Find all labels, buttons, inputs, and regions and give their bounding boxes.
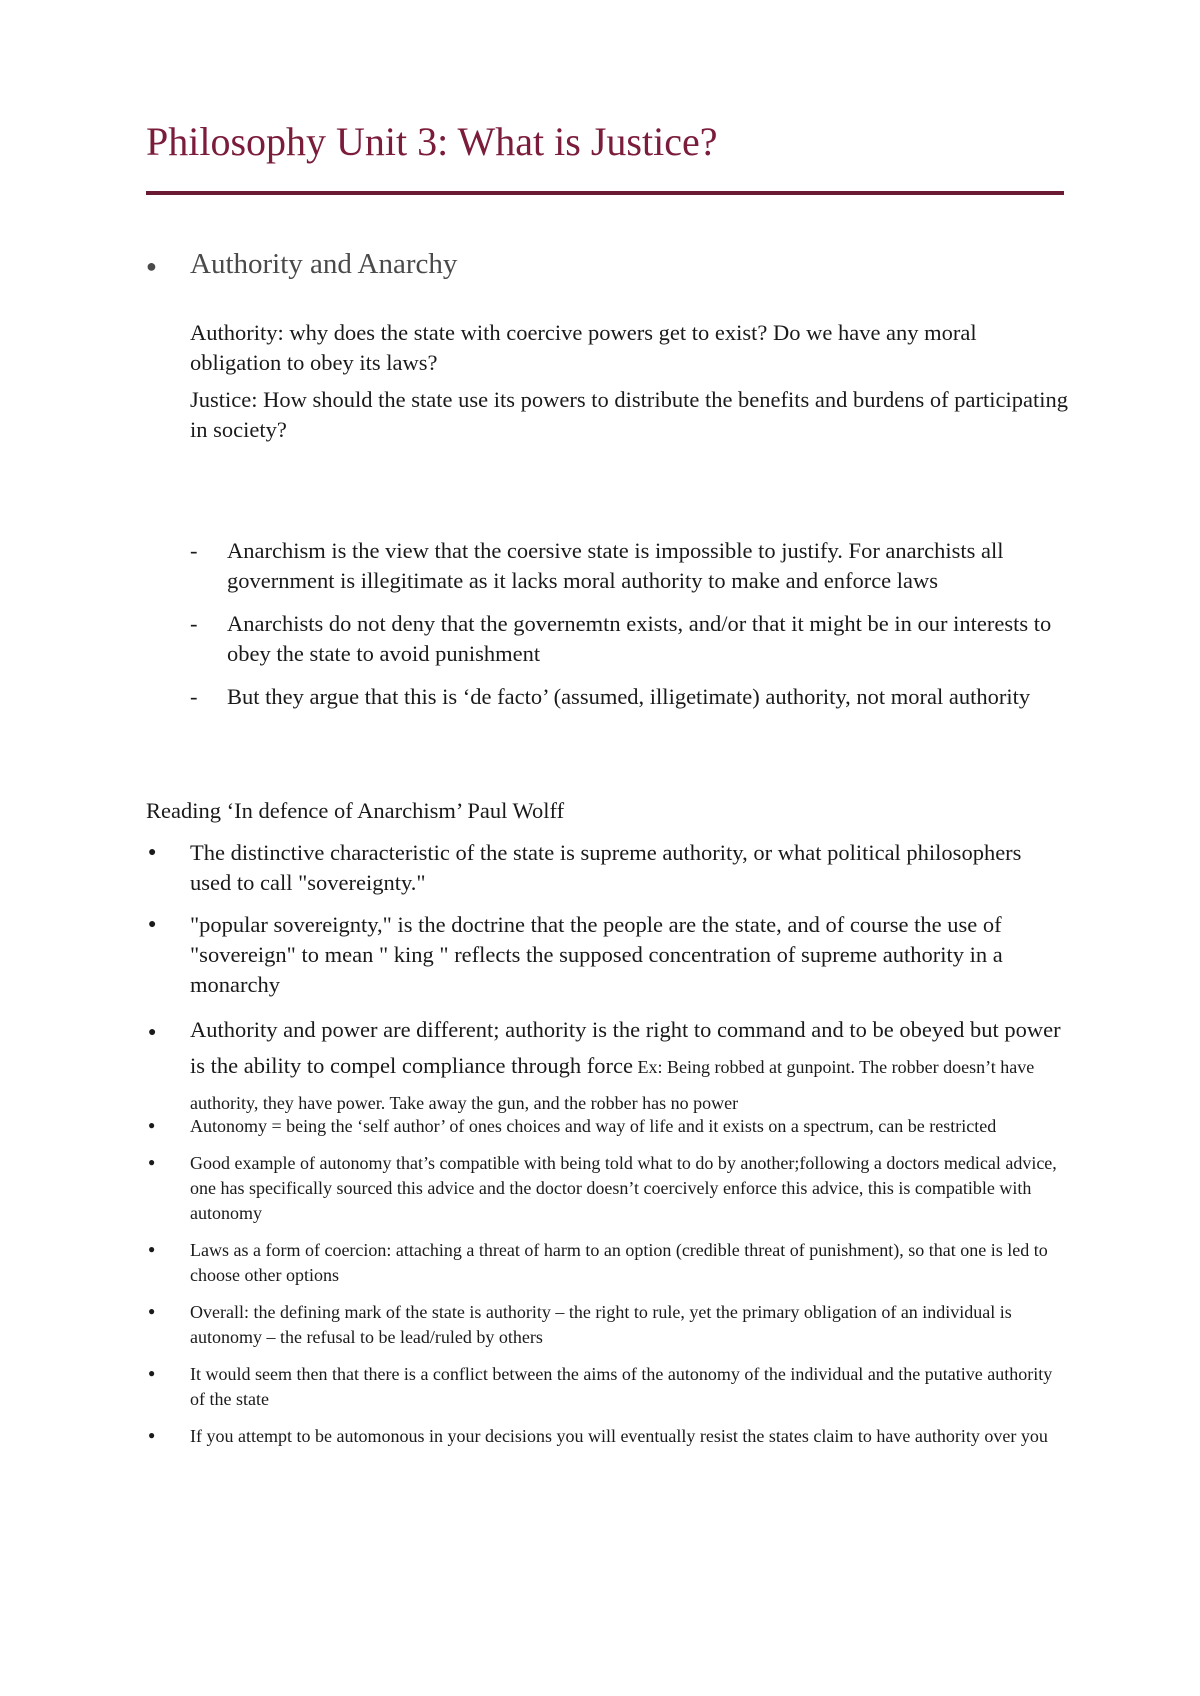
bullet-icon: ● bbox=[148, 917, 157, 932]
dash-icon: - bbox=[190, 538, 198, 563]
section-heading-text: Authority and Anarchy bbox=[190, 248, 458, 280]
list-item-text: If you attempt to be automonous in your decisions you will eventually resist the states claim to have authority over you bbox=[190, 1426, 1048, 1446]
wolff-bullet-list bbox=[146, 838, 1066, 1132]
bullet-icon: ● bbox=[148, 1025, 157, 1040]
section-heading bbox=[146, 248, 457, 281]
list-item bbox=[146, 1362, 1066, 1412]
list-item bbox=[146, 1238, 1066, 1288]
bullet-icon: ● bbox=[148, 1155, 156, 1169]
list-item-text: But they argue that this is ‘de facto’ (assumed, illigetimate) authority, not moral authority bbox=[227, 684, 1031, 709]
list-item-text: Laws as a form of coercion: attaching a threat of harm to an option (credible threat of punishment), so that one is led to choose other options bbox=[190, 1240, 1048, 1285]
reading-heading: Reading ‘In defence of Anarchism’ Paul Wolff bbox=[146, 798, 565, 823]
list-item-text: "popular sovereignty," is the doctrine that the people are the state, and of course the use of "sovereign" to mean " king " reflects the supposed concentration of supreme authority in a monarchy bbox=[190, 912, 1003, 997]
dash-icon: - bbox=[190, 611, 198, 636]
bullet-icon: ● bbox=[148, 1366, 156, 1380]
list-item bbox=[190, 536, 1070, 596]
page-title: Philosophy Unit 3: What is Justice? bbox=[146, 119, 718, 164]
list-item bbox=[146, 1012, 1066, 1120]
list-item bbox=[190, 682, 1070, 712]
list-item bbox=[146, 910, 1066, 1000]
bullet-icon: ● bbox=[148, 1118, 156, 1132]
title-divider bbox=[146, 191, 1064, 195]
bullet-icon: ● bbox=[148, 1242, 156, 1256]
list-item-text: Good example of autonomy that’s compatible with being told what to do by another;following a doctors medical advice, one has specifically sourced this advice and the doctor doesn’t coercively enforce this advice, this is compatible with autonomy bbox=[190, 1153, 1057, 1223]
list-item bbox=[190, 609, 1070, 669]
list-item bbox=[146, 1114, 1066, 1139]
dash-icon: - bbox=[190, 684, 198, 709]
bullet-icon: ● bbox=[148, 1428, 156, 1442]
list-item-text: Autonomy = being the ‘self author’ of ones choices and way of life and it exists on a spectrum, can be restricted bbox=[190, 1116, 997, 1136]
list-item-text: Anarchists do not deny that the governemtn exists, and/or that it might be in our interests to obey the state to avoid punishment bbox=[227, 611, 1052, 666]
list-item bbox=[146, 1424, 1066, 1449]
list-item-text: It would seem then that there is a conflict between the aims of the autonomy of the individual and the putative authority of the state bbox=[190, 1364, 1053, 1409]
list-item-text: Anarchism is the view that the coersive state is impossible to justify. For anarchists all government is illegitimate as it lacks moral authority to make and enforce laws bbox=[227, 538, 1004, 593]
list-item bbox=[146, 838, 1066, 898]
list-item-text: Overall: the defining mark of the state is authority – the right to rule, yet the primary obligation of an individual is autonomy – the refusal to be lead/ruled by others bbox=[190, 1302, 1012, 1347]
list-item-text: The distinctive characteristic of the state is supreme authority, or what political philosophers used to call "sovereignty." bbox=[190, 840, 1022, 895]
list-item bbox=[146, 1151, 1066, 1226]
list-item bbox=[146, 1300, 1066, 1350]
anarchism-dash-list bbox=[190, 536, 1070, 725]
autonomy-bullet-list bbox=[146, 1114, 1066, 1461]
list-item-text: Authority and power are different; authority is the right to command and to be obeyed but power is the ability to compel compliance through force bbox=[190, 1017, 1061, 1078]
justice-paragraph: Justice: How should the state use its powers to distribute the benefits and burdens of participating in society? bbox=[190, 387, 1068, 442]
bullet-icon: ● bbox=[148, 845, 157, 860]
bullet-icon: ● bbox=[148, 1304, 156, 1318]
authority-paragraph: Authority: why does the state with coercive powers get to exist? Do we have any moral obligation to obey its laws? bbox=[190, 320, 977, 375]
bullet-icon: ● bbox=[146, 255, 157, 276]
example-text: Ex: Being robbed at gunpoint. The robber doesn’t have authority, they have power. Take away the gun, and the robber has no power bbox=[190, 1057, 1035, 1113]
